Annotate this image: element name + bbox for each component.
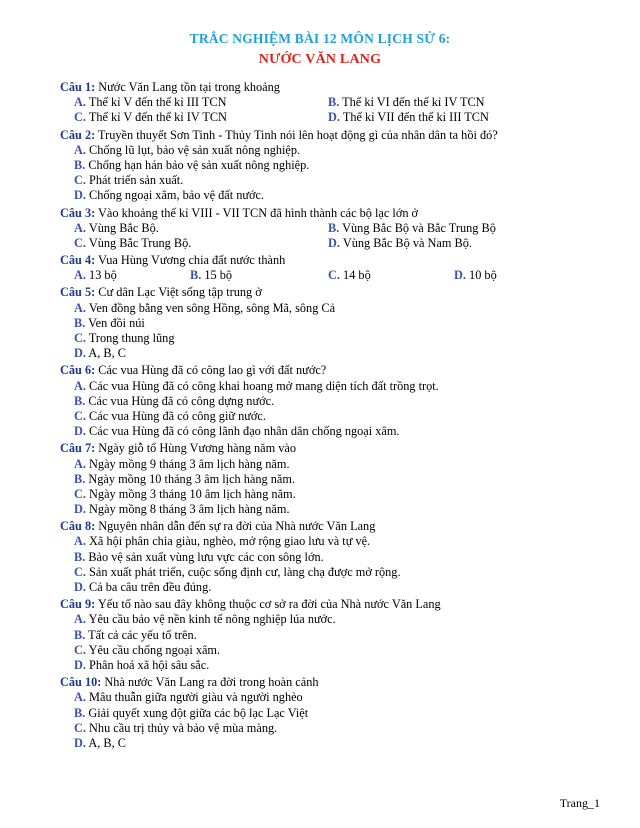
answer-option[interactable] bbox=[60, 550, 620, 565]
option-letter: C. bbox=[74, 235, 86, 250]
option-letter: B. bbox=[328, 95, 340, 110]
answer-option[interactable] bbox=[60, 409, 620, 424]
question-number: Câu 1: bbox=[60, 80, 96, 94]
answer-option[interactable] bbox=[328, 95, 485, 110]
answer-option[interactable] bbox=[60, 565, 620, 580]
question bbox=[60, 675, 620, 751]
question-stem bbox=[60, 80, 620, 95]
question bbox=[60, 80, 620, 126]
question bbox=[60, 519, 620, 595]
answer-option[interactable] bbox=[74, 221, 159, 236]
answer-option[interactable] bbox=[60, 706, 620, 721]
option-text: Ngày mồng 9 tháng 3 âm lịch hàng năm. bbox=[89, 456, 290, 471]
option-text: Vùng Bắc Trung Bộ. bbox=[88, 235, 192, 250]
answer-option[interactable] bbox=[60, 457, 620, 472]
option-letter: C. bbox=[74, 486, 86, 501]
answer-option[interactable] bbox=[60, 580, 620, 595]
option-text: Chống lũ lụt, bảo vệ sản xuất nông nghiệp. bbox=[89, 142, 301, 157]
option-text: Ngày mồng 10 tháng 3 âm lịch hàng năm. bbox=[88, 471, 295, 486]
option-text: 13 bộ bbox=[89, 268, 117, 283]
option-letter: A. bbox=[74, 534, 86, 549]
option-text: Thế kỉ V đến thế kỉ III TCN bbox=[88, 95, 227, 110]
option-letter: C. bbox=[328, 268, 340, 283]
option-letter: A. bbox=[74, 690, 86, 705]
question-number: Câu 2: bbox=[60, 127, 96, 142]
option-row bbox=[60, 236, 620, 251]
option-text: Cả ba câu trên đều đúng. bbox=[89, 580, 212, 594]
question-text: Nhà nước Văn Lang ra đời trong hoàn cảnh bbox=[104, 675, 319, 690]
option-letter: D. bbox=[74, 735, 86, 750]
option-letter: B. bbox=[74, 705, 86, 720]
option-text: 15 bộ bbox=[204, 268, 233, 283]
option-letter: C. bbox=[74, 564, 86, 579]
answer-option[interactable] bbox=[74, 110, 227, 125]
option-letter: C. bbox=[74, 720, 86, 735]
option-letter: C. bbox=[74, 331, 86, 345]
question-stem bbox=[60, 206, 620, 221]
option-letter: C. bbox=[74, 408, 86, 423]
question-text: Truyền thuyết Sơn Tinh - Thủy Tinh nói lên hoạt động gì của nhân dân ta hồi đó? bbox=[98, 127, 498, 142]
answer-option[interactable] bbox=[454, 268, 497, 283]
answer-option[interactable] bbox=[60, 721, 620, 736]
option-letter: D. bbox=[74, 657, 86, 672]
option-text: Bảo vệ sản xuất vùng lưu vực các con sông lớn. bbox=[88, 549, 324, 564]
option-text: Thế kỉ VII đến thế kỉ III TCN bbox=[342, 110, 489, 125]
option-letter: C. bbox=[74, 110, 86, 125]
option-text: 10 bộ bbox=[469, 268, 497, 283]
option-text: Phân hoá xã hội sâu sắc. bbox=[89, 657, 210, 672]
option-text: Giải quyết xung đột giữa các bộ lạc Lạc Việt bbox=[88, 705, 309, 720]
option-letter: B. bbox=[74, 471, 86, 486]
option-text: Yêu cầu bảo vệ nền kinh tế nông nghiệp lúa nước. bbox=[88, 612, 336, 627]
page-title: TRẮC NGHIỆM BÀI 12 MÔN LỊCH SỬ 6: bbox=[189, 31, 451, 46]
option-letter: A. bbox=[74, 300, 86, 315]
option-letter: A. bbox=[74, 95, 86, 110]
question-stem bbox=[60, 519, 620, 534]
answer-option[interactable] bbox=[190, 268, 232, 283]
option-letter: D. bbox=[74, 424, 86, 439]
page-number: Trang_1 bbox=[559, 796, 600, 810]
question-text: Ngày giỗ tổ Hùng Vương hàng năm vào bbox=[98, 441, 296, 456]
answer-option[interactable] bbox=[328, 110, 489, 125]
question-list bbox=[60, 80, 620, 753]
question-number: Câu 3: bbox=[60, 205, 96, 220]
question-text: Các vua Hùng đã có công lao gì với đất nước? bbox=[98, 363, 327, 378]
option-letter: A. bbox=[74, 378, 86, 393]
answer-option[interactable] bbox=[74, 236, 191, 251]
question bbox=[60, 128, 620, 204]
option-text: Ngày mồng 8 tháng 3 âm lịch hàng năm. bbox=[89, 502, 290, 517]
answer-option[interactable] bbox=[60, 143, 620, 158]
question-text: Yếu tố nào sau đây không thuộc cơ sở ra đời của Nhà nước Văn Lang bbox=[97, 597, 441, 612]
option-letter: B. bbox=[74, 627, 86, 642]
question-text: Cư dân Lạc Việt sống tập trung ở bbox=[98, 285, 262, 300]
answer-option[interactable] bbox=[60, 612, 620, 627]
option-row bbox=[60, 221, 620, 236]
question-text: Vào khoảng thế kỉ VIII - VII TCN đã hình thành các bộ lạc lớn ở bbox=[98, 205, 419, 220]
answer-option[interactable] bbox=[60, 173, 620, 188]
question-number: Câu 8: bbox=[60, 519, 96, 534]
option-text: Ngày mồng 3 tháng 10 âm lịch hàng năm. bbox=[89, 486, 296, 501]
answer-option[interactable] bbox=[328, 221, 496, 236]
answer-option[interactable] bbox=[60, 394, 620, 409]
option-text: A, B, C bbox=[88, 346, 126, 361]
option-letter: D. bbox=[74, 188, 86, 203]
question-stem bbox=[60, 675, 620, 690]
question bbox=[60, 441, 620, 517]
answer-option[interactable] bbox=[60, 643, 620, 658]
option-text: Phát triển sản xuất. bbox=[89, 173, 184, 188]
answer-option[interactable] bbox=[60, 424, 620, 439]
option-letter: D. bbox=[74, 580, 86, 594]
option-text: Các vua Hùng đã có công dựng nước. bbox=[88, 393, 275, 408]
question-stem bbox=[60, 253, 620, 268]
question bbox=[60, 285, 620, 361]
option-text: Mâu thuẫn giữa người giàu và người nghèo bbox=[89, 690, 303, 705]
option-text: 14 bộ bbox=[343, 268, 371, 283]
option-text: Ven đồng bằng ven sông Hồng, sông Mã, sông Cả bbox=[88, 300, 336, 315]
question-stem bbox=[60, 441, 620, 456]
option-text: Các vua Hùng đã có công lãnh đạo nhân dân chống ngoại xâm. bbox=[89, 424, 400, 439]
option-letter: A. bbox=[74, 220, 86, 235]
answer-option[interactable] bbox=[60, 331, 620, 346]
answer-option[interactable] bbox=[60, 158, 620, 173]
option-letter: A. bbox=[74, 268, 86, 283]
question-number: Câu 6: bbox=[60, 363, 96, 378]
option-letter: C. bbox=[74, 173, 86, 188]
answer-option[interactable] bbox=[60, 534, 620, 549]
option-text: Thế kỉ V đến thế kỉ IV TCN bbox=[88, 110, 227, 125]
question-number: Câu 4: bbox=[60, 253, 96, 268]
option-letter: A. bbox=[74, 456, 86, 471]
answer-option[interactable] bbox=[328, 268, 371, 283]
option-text: A, B, C bbox=[88, 735, 126, 750]
option-text: Chống hạn hán bảo vệ sản xuất nông nghiệp. bbox=[88, 157, 310, 172]
option-letter: D. bbox=[328, 110, 340, 125]
option-letter: B. bbox=[74, 393, 86, 408]
question-text: Nước Văn Lang tồn tại trong khoảng bbox=[98, 80, 280, 94]
option-text: Vùng Bắc Bộ và Nam Bộ. bbox=[342, 235, 472, 250]
option-row bbox=[60, 110, 620, 125]
question bbox=[60, 253, 620, 283]
answer-option[interactable] bbox=[60, 628, 620, 643]
answer-option[interactable] bbox=[60, 472, 620, 487]
question bbox=[60, 597, 620, 673]
option-letter: D. bbox=[74, 502, 86, 517]
option-letter: B. bbox=[74, 157, 86, 172]
option-letter: B. bbox=[74, 549, 86, 564]
option-letter: D. bbox=[328, 235, 340, 250]
answer-option[interactable] bbox=[60, 379, 620, 394]
option-letter: A. bbox=[74, 612, 86, 627]
answer-option[interactable] bbox=[328, 236, 472, 251]
option-row bbox=[60, 95, 620, 110]
option-text: Các vua Hùng đã có công khai hoang mở mang diện tích đất trồng trọt. bbox=[89, 378, 439, 393]
option-text: Vùng Bắc Bộ. bbox=[88, 220, 159, 235]
option-letter: B. bbox=[190, 268, 202, 283]
answer-option[interactable] bbox=[74, 268, 117, 283]
option-text: Vùng Bắc Bộ và Bắc Trung Bộ bbox=[342, 220, 496, 235]
question-number: Câu 7: bbox=[60, 441, 96, 456]
question-stem bbox=[60, 363, 620, 378]
option-text: Thế kỉ VI đến thế kỉ IV TCN bbox=[342, 95, 485, 110]
question-stem bbox=[60, 128, 620, 143]
option-text: Sản xuất phát triển, cuộc sống định cư, làng chạ được mở rộng. bbox=[89, 564, 401, 579]
answer-option[interactable] bbox=[60, 690, 620, 705]
question-stem bbox=[60, 285, 620, 300]
answer-option[interactable] bbox=[60, 346, 620, 361]
option-text: Trong thung lũng bbox=[88, 331, 175, 345]
option-letter: D. bbox=[74, 346, 86, 361]
option-letter: B. bbox=[328, 220, 340, 235]
answer-option[interactable] bbox=[60, 487, 620, 502]
option-row bbox=[60, 268, 620, 283]
option-text: Ven đồi núi bbox=[88, 315, 145, 330]
question bbox=[60, 206, 620, 252]
answer-option[interactable] bbox=[60, 502, 620, 517]
question-number: Câu 10: bbox=[60, 675, 102, 690]
question-number: Câu 5: bbox=[60, 285, 96, 300]
option-text: Yêu cầu chống ngoại xâm. bbox=[88, 642, 221, 657]
option-text: Xã hội phân chia giàu, nghèo, mở rộng giao lưu và tự vệ. bbox=[89, 534, 371, 549]
answer-option[interactable] bbox=[60, 736, 620, 751]
option-text: Các vua Hùng đã có công giữ nước. bbox=[89, 408, 266, 423]
option-text: Tất cả các yếu tố trên. bbox=[88, 627, 197, 642]
question-number: Câu 9: bbox=[60, 597, 96, 612]
option-letter: A. bbox=[74, 142, 86, 157]
question-text: Nguyên nhân dẫn đến sự ra đời của Nhà nước Văn Lang bbox=[98, 519, 376, 534]
option-text: Nhu cầu trị thủy và bảo vệ mùa màng. bbox=[89, 720, 278, 735]
page-subtitle: NƯỚC VĂN LANG bbox=[258, 52, 382, 67]
option-letter: C. bbox=[74, 642, 86, 657]
option-letter: D. bbox=[454, 268, 466, 283]
answer-option[interactable] bbox=[60, 658, 620, 673]
question bbox=[60, 363, 620, 439]
option-text: Chống ngoại xâm, bảo vệ đất nước. bbox=[89, 188, 265, 203]
answer-option[interactable] bbox=[74, 95, 226, 110]
answer-option[interactable] bbox=[60, 301, 620, 316]
question-stem bbox=[60, 597, 620, 612]
question-text: Vua Hùng Vương chia đất nước thành bbox=[98, 253, 286, 268]
answer-option[interactable] bbox=[60, 188, 620, 203]
option-letter: B. bbox=[74, 315, 86, 330]
answer-option[interactable] bbox=[60, 316, 620, 331]
